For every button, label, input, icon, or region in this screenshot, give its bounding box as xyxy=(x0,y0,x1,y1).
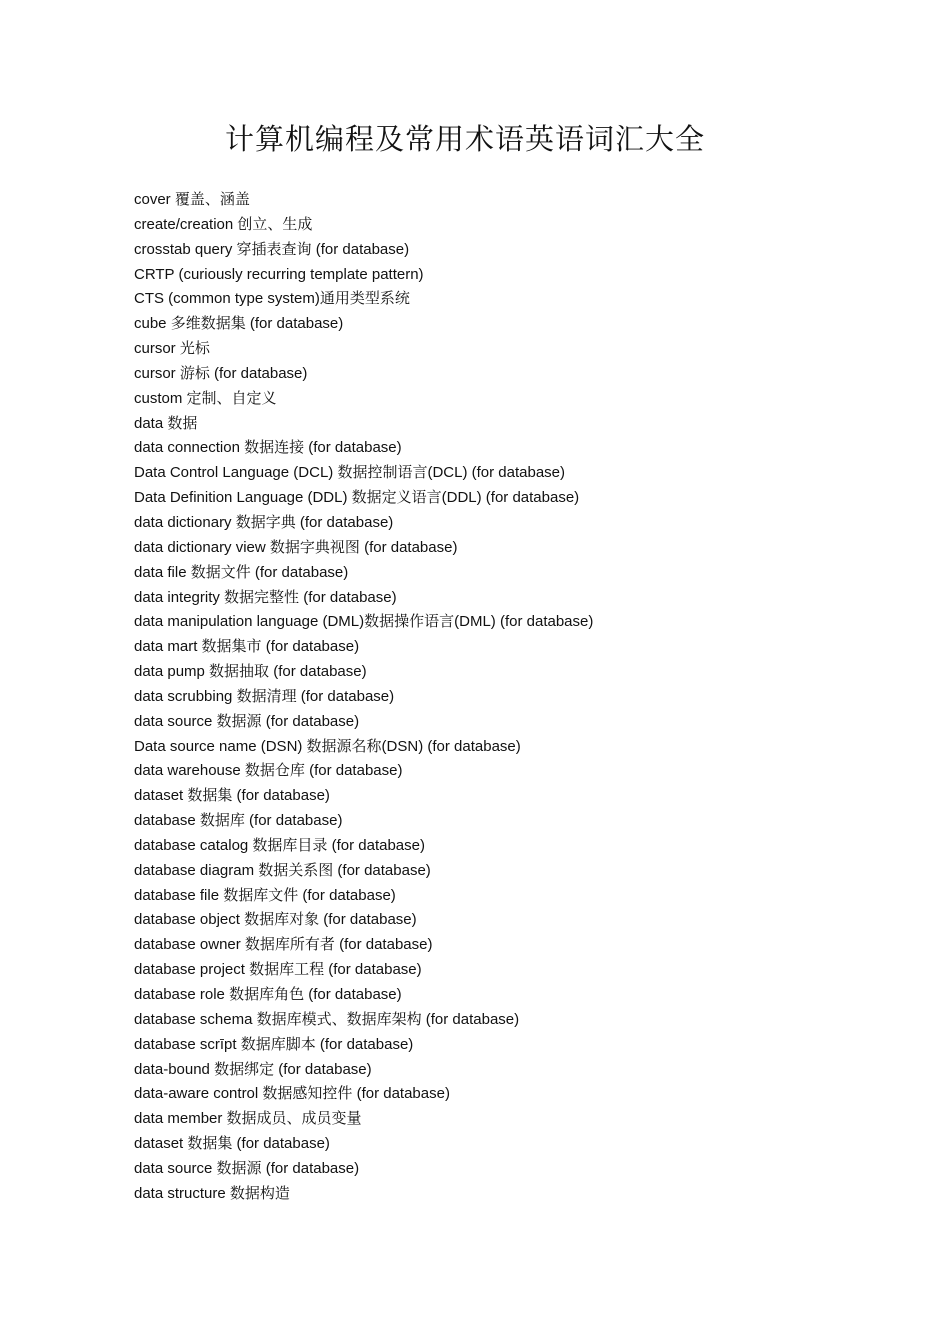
glossary-entry: data connection 数据连接 (for database) xyxy=(134,439,402,457)
glossary-entry: crosstab query 穿插表查询 (for database) xyxy=(134,240,410,258)
glossary-entry: data source 数据源 (for database) xyxy=(134,712,360,730)
glossary-entry: Data source name (DSN) 数据源名称(DSN) (for database) xyxy=(134,737,521,755)
glossary-entry: data 数据 xyxy=(134,414,198,432)
glossary-entry: data manipulation language (DML)数据操作语言(DML) (for database) xyxy=(134,613,594,631)
glossary-entry: dataset 数据集 (for database) xyxy=(134,1135,330,1153)
document-title: 计算机编程及常用术语英语词汇大全 xyxy=(224,122,705,156)
glossary-entry: database project 数据库工程 (for database) xyxy=(134,961,422,979)
glossary-entry: data source 数据源 (for database) xyxy=(134,1159,360,1177)
glossary-entry: dataset 数据集 (for database) xyxy=(134,787,330,805)
glossary-entry: Data Definition Language (DDL) 数据定义语言(DDL) (for database) xyxy=(134,489,580,507)
glossary-list xyxy=(134,188,894,1207)
glossary-entry: cube 多维数据集 (for database) xyxy=(134,315,344,333)
glossary-entry: data scrubbing 数据清理 (for database) xyxy=(134,687,395,705)
glossary-entry: custom 定制、自定义 xyxy=(134,389,277,407)
glossary-entry: Data Control Language (DCL) 数据控制语言(DCL) (for database) xyxy=(134,464,565,482)
glossary-entry: data pump 数据抽取 (for database) xyxy=(134,663,367,681)
glossary-entry: database file 数据库文件 (for database) xyxy=(134,886,396,904)
glossary-entry: cursor 光标 xyxy=(134,340,210,358)
glossary-entry: cover 覆盖、涵盖 xyxy=(134,191,250,208)
glossary-entry: data-aware control 数据感知控件 (for database) xyxy=(134,1085,450,1103)
glossary-entry: data warehouse 数据仓库 (for database) xyxy=(134,762,403,780)
glossary-entry: data dictionary 数据字典 (for database) xyxy=(134,513,394,531)
glossary-entry: CRTP (curiously recurring template pattern) xyxy=(134,265,424,283)
glossary-entry: data mart 数据集市 (for database) xyxy=(134,638,360,656)
glossary-entry: database owner 数据库所有者 (for database) xyxy=(134,936,433,954)
glossary-entry: database role 数据库角色 (for database) xyxy=(134,986,402,1003)
glossary-entry: data dictionary view 数据字典视图 (for database) xyxy=(134,538,458,556)
glossary-entry: database catalog 数据库目录 (for database) xyxy=(134,836,425,854)
glossary-entry: data-bound 数据绑定 (for database) xyxy=(134,1060,372,1078)
glossary-entry: database object 数据库对象 (for database) xyxy=(134,911,417,929)
glossary-entry: data member 数据成员、成员变量 xyxy=(134,1110,362,1128)
glossary-entry: data file 数据文件 (for database) xyxy=(134,563,349,581)
glossary-entry: database diagram 数据关系图 (for database) xyxy=(134,861,431,879)
glossary-entry: database scrīpt 数据库脚本 (for database) xyxy=(134,1035,414,1053)
glossary-entry: database schema 数据库模式、数据库架构 (for database) xyxy=(134,1010,520,1028)
glossary-entry: cursor 游标 (for database) xyxy=(134,364,308,382)
glossary-entry: create/creation 创立、生成 xyxy=(134,215,313,233)
glossary-entry: CTS (common type system)通用类型系统 xyxy=(134,290,410,308)
glossary-entry: data structure 数据构造 xyxy=(134,1184,290,1202)
glossary-entry: database 数据库 (for database) xyxy=(134,812,343,830)
glossary-entry: data integrity 数据完整性 (for database) xyxy=(134,588,397,606)
